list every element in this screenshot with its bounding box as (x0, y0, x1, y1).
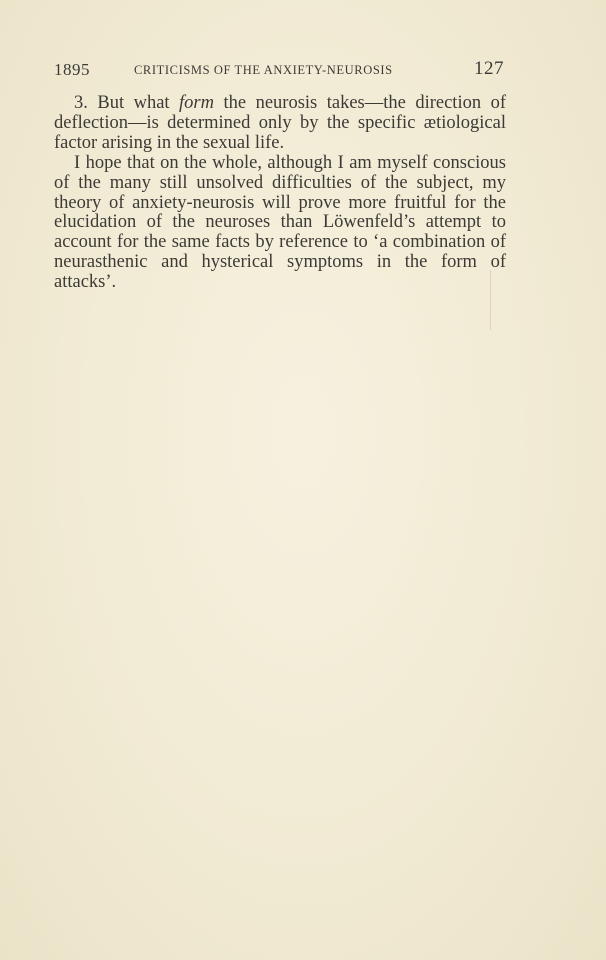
running-head-year: 1895 (54, 60, 90, 79)
running-head (54, 58, 504, 84)
paragraph-2: I hope that on the whole, although I am myself conscious of the many still unsolved difficulties of the subject, my theory of anxiety-neurosis will prove more fruitful for the elucidation of the neuroses than Löwenfeld’s attempt to account for the same facts by reference to ‘a combination of neurasthenic and hysterical symptoms in the form of attacks’. (54, 152, 506, 293)
paragraph-1-lead: 3. But what (74, 93, 180, 113)
paragraph-1-rest: the neurosis takes—the direction of deflection—is determined only by the specific ætiological factor arising in the sexual life. (54, 93, 506, 153)
paragraph-1-emphasis: form (179, 93, 214, 113)
paragraph-1 (54, 94, 506, 154)
page-number: 127 (474, 58, 504, 79)
page-show-through-mark (490, 270, 499, 330)
running-head-title: CRITICISMS OF THE ANXIETY-NEUROSIS (134, 63, 393, 77)
body-text (54, 94, 506, 293)
